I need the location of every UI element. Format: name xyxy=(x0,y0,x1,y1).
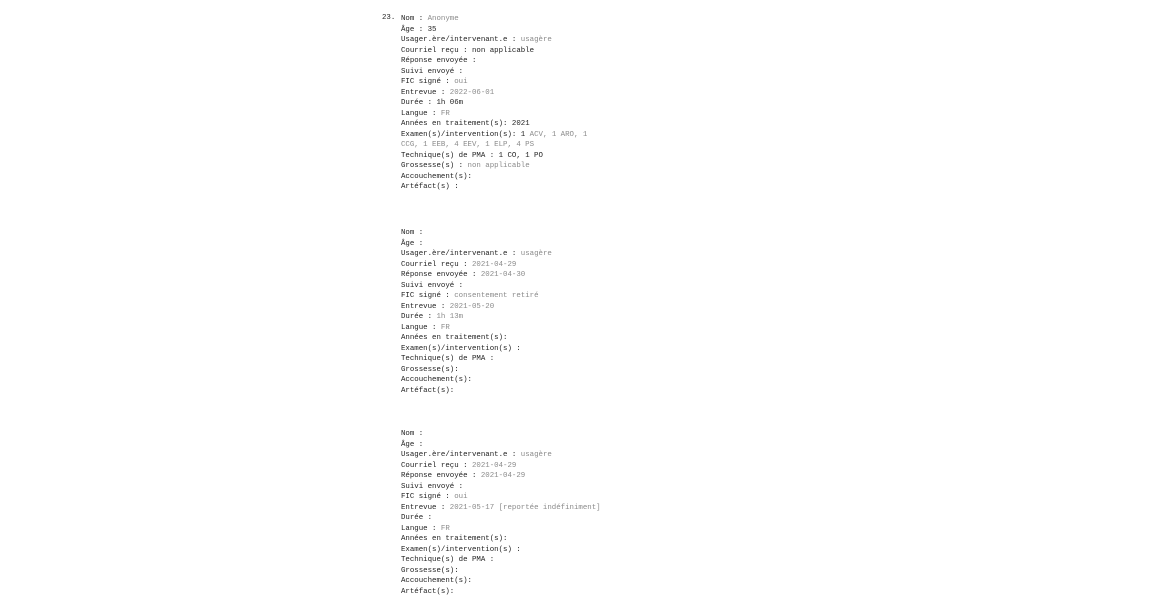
field-fic: FIC signé : oui xyxy=(401,493,468,501)
field-entrevue: Entrevue : 2021-05-17 [reportée indéfiniment] xyxy=(401,503,601,512)
field-entrevue: Entrevue : 2022-06-01 xyxy=(401,88,495,97)
field-accouchement: Accouchement(s): xyxy=(401,376,472,384)
field-examens: Examen(s)/intervention(s) : xyxy=(401,344,521,353)
field-suivi: Suivi envoyé : xyxy=(401,67,464,76)
field-courriel: Courriel reçu : non applicable xyxy=(401,46,535,55)
field-usager: Usager.ère/intervenant.e : usagère xyxy=(401,36,552,44)
field-annees: Années en traitement(s): 2021 xyxy=(401,120,530,128)
field-grossesse: Grossesse(s): xyxy=(401,365,459,374)
field-grossesse: Grossesse(s) : non applicable xyxy=(401,162,530,170)
field-age: Âge : xyxy=(401,440,424,449)
field-nom: Nom : xyxy=(401,430,424,438)
field-langue: Langue : FR xyxy=(401,524,450,533)
record-3 xyxy=(401,429,611,597)
field-entrevue: Entrevue : 2021-05-20 xyxy=(401,302,495,311)
field-examens-continued: CCG, 1 EEB, 4 EEV, 1 ELP, 4 PS xyxy=(401,141,535,149)
field-reponse: Réponse envoyée : xyxy=(401,57,477,65)
field-accouchement: Accouchement(s): xyxy=(401,172,472,181)
record-number: 23. xyxy=(382,14,396,22)
field-pma: Technique(s) de PMA : xyxy=(401,556,495,564)
field-annees: Années en traitement(s): xyxy=(401,334,508,342)
field-reponse: Réponse envoyée : 2021-04-30 xyxy=(401,271,526,279)
field-courriel: Courriel reçu : 2021-04-29 xyxy=(401,260,517,269)
field-duree: Durée : 1h 13m xyxy=(401,313,464,321)
field-artefact: Artéfact(s): xyxy=(401,587,455,596)
field-nom: Nom : xyxy=(401,229,424,237)
field-examens: Examen(s)/intervention(s): 1 ACV, 1 ARO, 1 xyxy=(401,130,588,139)
field-pma: Technique(s) de PMA : xyxy=(401,355,495,363)
field-age: Âge : xyxy=(401,239,424,248)
field-age: Âge : 35 xyxy=(401,25,437,34)
field-usager: Usager.ère/intervenant.e : usagère xyxy=(401,451,552,459)
field-pma: Technique(s) de PMA : 1 CO, 1 PO xyxy=(401,151,543,160)
field-courriel: Courriel reçu : 2021-04-29 xyxy=(401,461,517,470)
field-duree: Durée : xyxy=(401,514,433,522)
record-2 xyxy=(401,228,611,396)
field-fic: FIC signé : consentement retiré xyxy=(401,292,539,300)
field-annees: Années en traitement(s): xyxy=(401,535,508,543)
field-usager: Usager.ère/intervenant.e : usagère xyxy=(401,250,552,258)
field-reponse: Réponse envoyée : 2021-04-29 xyxy=(401,472,526,480)
field-accouchement: Accouchement(s): xyxy=(401,577,472,585)
field-nom: Nom : Anonyme xyxy=(401,15,459,23)
field-examens: Examen(s)/intervention(s) : xyxy=(401,545,521,554)
field-grossesse: Grossesse(s): xyxy=(401,566,459,575)
field-artefact: Artéfact(s): xyxy=(401,386,455,395)
field-suivi: Suivi envoyé : xyxy=(401,281,464,290)
field-artefact: Artéfact(s) : xyxy=(401,183,459,191)
record-1 xyxy=(382,14,611,193)
field-duree: Durée : 1h 06m xyxy=(401,99,464,107)
field-suivi: Suivi envoyé : xyxy=(401,482,464,491)
field-fic: FIC signé : oui xyxy=(401,78,468,86)
field-langue: Langue : FR xyxy=(401,109,450,118)
field-langue: Langue : FR xyxy=(401,323,450,332)
